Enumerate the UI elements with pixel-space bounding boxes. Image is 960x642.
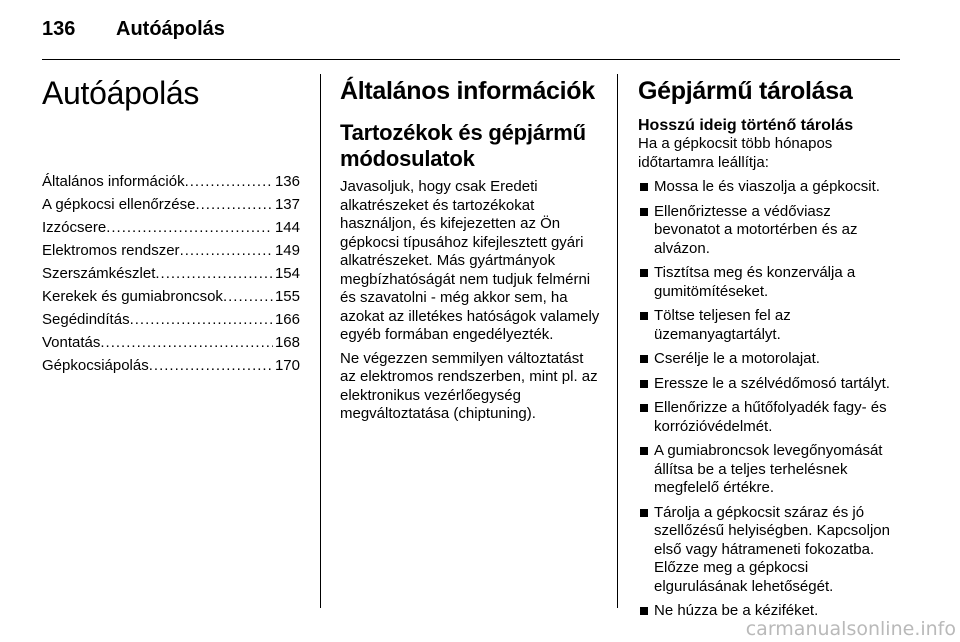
toc-entry[interactable] bbox=[42, 354, 300, 377]
toc-leader bbox=[223, 285, 273, 308]
toc-page: 170 bbox=[274, 357, 300, 374]
toc-page: 144 bbox=[274, 219, 300, 236]
toc-leader bbox=[130, 308, 273, 331]
toc-page: 137 bbox=[274, 196, 300, 213]
list-item: Mossa le és viaszolja a gépkocsit. bbox=[638, 178, 900, 197]
toc-leader bbox=[185, 170, 273, 193]
list-item: A gumiabroncsok levegőnyomását állítsa be a teljes terhelésnek megfelelő értékre. bbox=[638, 442, 900, 498]
toc-label: A gépkocsi ellenőrzése bbox=[42, 196, 196, 213]
toc-entry[interactable] bbox=[42, 285, 300, 308]
watermark: carmanualsonline.info bbox=[745, 618, 956, 640]
toc-entry[interactable] bbox=[42, 331, 300, 354]
toc-entry[interactable] bbox=[42, 216, 300, 239]
list-item: Töltse teljesen fel az üzemanyagtartályt. bbox=[638, 307, 900, 344]
toc-label: Vontatás bbox=[42, 334, 101, 351]
toc-label: Gépkocsiápolás bbox=[42, 357, 149, 374]
toc-page: 155 bbox=[274, 288, 300, 305]
list-item: Cserélje le a motorolajat. bbox=[638, 350, 900, 369]
toc-entry[interactable] bbox=[42, 193, 300, 216]
toc-leader bbox=[106, 216, 273, 239]
storage-checklist bbox=[638, 178, 900, 621]
toc-leader bbox=[180, 239, 273, 262]
section-title: Gépjármű tárolása bbox=[638, 77, 853, 105]
intro-paragraph: Ha a gépkocsit több hónapos időtartamra leállítja: bbox=[638, 135, 833, 171]
toc-label: Elektromos rendszer bbox=[42, 242, 180, 259]
list-item: Eressze le a szélvédőmosó tartályt. bbox=[638, 375, 900, 394]
toc-leader bbox=[100, 331, 273, 354]
column-divider-1 bbox=[320, 74, 321, 608]
toc-entry[interactable] bbox=[42, 308, 300, 331]
toc-page: 168 bbox=[274, 334, 300, 351]
toc-entry[interactable] bbox=[42, 170, 300, 193]
toc-leader bbox=[149, 354, 273, 377]
storage-column bbox=[638, 60, 900, 627]
toc-page: 149 bbox=[274, 242, 300, 259]
list-item: Ne húzza be a kéziféket. bbox=[638, 602, 900, 621]
running-title: Autóápolás bbox=[116, 18, 225, 40]
subsection-title: Hosszú ideig történő tárolás bbox=[638, 117, 854, 134]
toc-label: Általános információk bbox=[42, 173, 185, 190]
toc-entry[interactable] bbox=[42, 239, 300, 262]
toc-leader bbox=[195, 193, 273, 216]
chapter-toc bbox=[42, 170, 300, 377]
column-divider-2 bbox=[617, 74, 618, 608]
toc-label: Segédindítás bbox=[42, 311, 130, 328]
list-item: Tisztítsa meg és konzerválja a gumitömítéseket. bbox=[638, 264, 900, 301]
chapter-title: Autóápolás bbox=[42, 75, 200, 111]
list-item: Ellenőrizze a hűtőfolyadék fagy- és korrózióvédelmét. bbox=[638, 399, 900, 436]
general-info-column bbox=[340, 60, 602, 429]
chapter-column bbox=[42, 60, 300, 377]
toc-label: Szerszámkészlet bbox=[42, 265, 156, 282]
list-item: Tárolja a gépkocsit száraz és jó szellőzésű helyiségben. Kapcsoljon első vagy hátrameneti fokozatba. Előzze meg a gépkocsi elgurulásának lehetőségét. bbox=[638, 504, 900, 597]
toc-entry[interactable] bbox=[42, 262, 300, 285]
page-number: 136 bbox=[42, 18, 76, 40]
toc-label: Izzócsere bbox=[42, 219, 107, 236]
toc-leader bbox=[155, 262, 273, 285]
subsection-title: Tartozékok és gépjármű módosulatok bbox=[340, 120, 586, 171]
body-paragraph: Ne végezzen semmilyen változtatást az elektromos rendszerben, mint pl. az elektronikus vezérlőegység megváltoztatása (chiptuning). bbox=[340, 349, 598, 422]
section-title: Általános információk bbox=[340, 77, 595, 105]
toc-page: 154 bbox=[274, 265, 300, 282]
toc-page: 166 bbox=[274, 311, 300, 328]
page-header bbox=[42, 18, 902, 48]
body-paragraph: Javasoljuk, hogy csak Eredeti alkatrészeket és tartozékokat használjon, és kifejezetten az Ön gépkocsi típusához kifejlesztett gyári alkatrészeket. Más gyártmányok megbízhatóságát nem tudjuk felmérni és szavatolni - még akkor sem, ha azokat az illetékes hatóságok valamely egyéb formában engedélyezték. bbox=[340, 178, 600, 343]
toc-page: 136 bbox=[274, 173, 300, 190]
toc-label: Kerekek és gumiabroncsok bbox=[42, 288, 223, 305]
list-item: Ellenőriztesse a védőviasz bevonatot a motortérben és az alvázon. bbox=[638, 203, 900, 259]
